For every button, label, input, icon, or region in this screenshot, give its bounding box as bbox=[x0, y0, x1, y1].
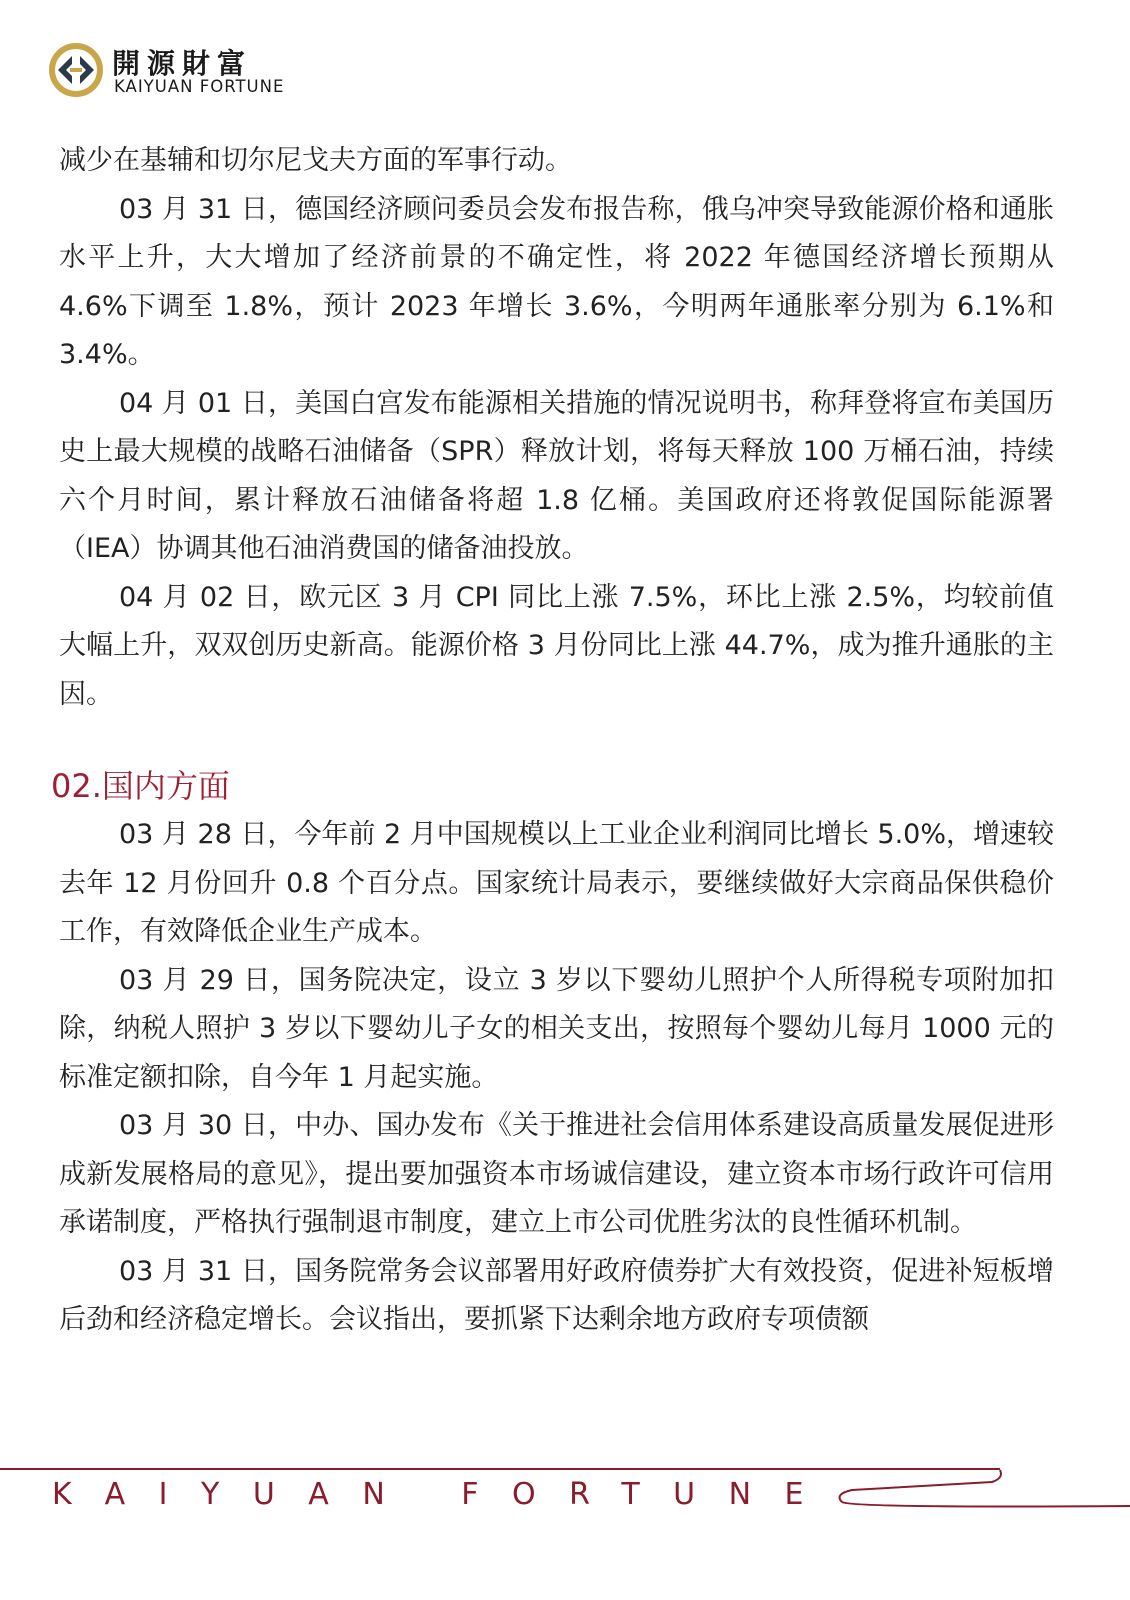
paragraph: 03 月 31 日，德国经济顾问委员会发布报告称，俄乌冲突导致能源价格和通胀水平上升，大大增加了经济前景的不确定性，将 2022 年德国经济增长预期从 4.6%下调至 1.8%，预计 2023 年增长 3.6%，今明两年通胀率分别为 6.1%和 3.4%。 bbox=[59, 193, 1054, 370]
paragraph: 03 月 31 日，国务院常务会议部署用好政府债券扩大有效投资，促进补短板增后劲和经济稳定增长。会议指出，要抓紧下达剩余地方政府专项债额 bbox=[59, 1255, 1054, 1335]
logo-english-name: KAIYUAN FORTUNE bbox=[114, 77, 285, 96]
logo-chinese-name: 開源財富 bbox=[112, 47, 253, 80]
paragraph: 03 月 30 日，中办、国办发布《关于推进社会信用体系建设高质量发展促进形成新发展格局的意见》，提出要加强资本市场诚信建设，建立资本市场行政许可信用承诺制度，严格执行强制退市制度，建立上市公司优胜劣汰的良性循环机制。 bbox=[59, 1110, 1054, 1238]
paragraph: 03 月 28 日，今年前 2 月中国规模以上工业企业利润同比增长 5.0%，增速较去年 12 月份回升 0.8 个百分点。国家统计局表示，要继续做好大宗商品保供稳价工作，有效降低企业生产成本。 bbox=[59, 819, 1054, 947]
footer-brand-text: KAIYUAN FORTUNE bbox=[52, 1477, 838, 1512]
brand-logo bbox=[48, 42, 288, 102]
page-footer bbox=[0, 1460, 1130, 1540]
footer-swoosh-icon bbox=[832, 1464, 1130, 1514]
section-title: 02.国内方面 bbox=[51, 767, 230, 805]
paragraph: 减少在基辅和切尔尼戈夫方面的军事行动。 bbox=[59, 145, 572, 176]
paragraph: 03 月 29 日，国务院决定，设立 3 岁以下婴幼儿照护个人所得税专项附加扣除，纳税人照护 3 岁以下婴幼儿子女的相关支出，按照每个婴幼儿每月 1000 元的标准定额扣除，自今年 1 月起实施。 bbox=[59, 964, 1054, 1093]
paragraph: 04 月 01 日，美国白宫发布能源相关措施的情况说明书，称拜登将宣布美国历史上最大规模的战略石油储备（SPR）释放计划，将每天释放 100 万桶石油，持续六个月时间，累计释放石油储备将超 1.8 亿桶。美国政府还将敦促国际能源署（IEA）协调其他石油消费国的储备油投放。 bbox=[59, 387, 1054, 564]
kaiyuan-logo-icon bbox=[48, 42, 104, 98]
document-body bbox=[51, 137, 1054, 1345]
paragraph: 04 月 02 日，欧元区 3 月 CPI 同比上涨 7.5%，环比上涨 2.5%，均较前值大幅上升，双双创历史新高。能源价格 3 月份同比上涨 44.7%，成为推升通胀的主因。 bbox=[59, 581, 1054, 710]
